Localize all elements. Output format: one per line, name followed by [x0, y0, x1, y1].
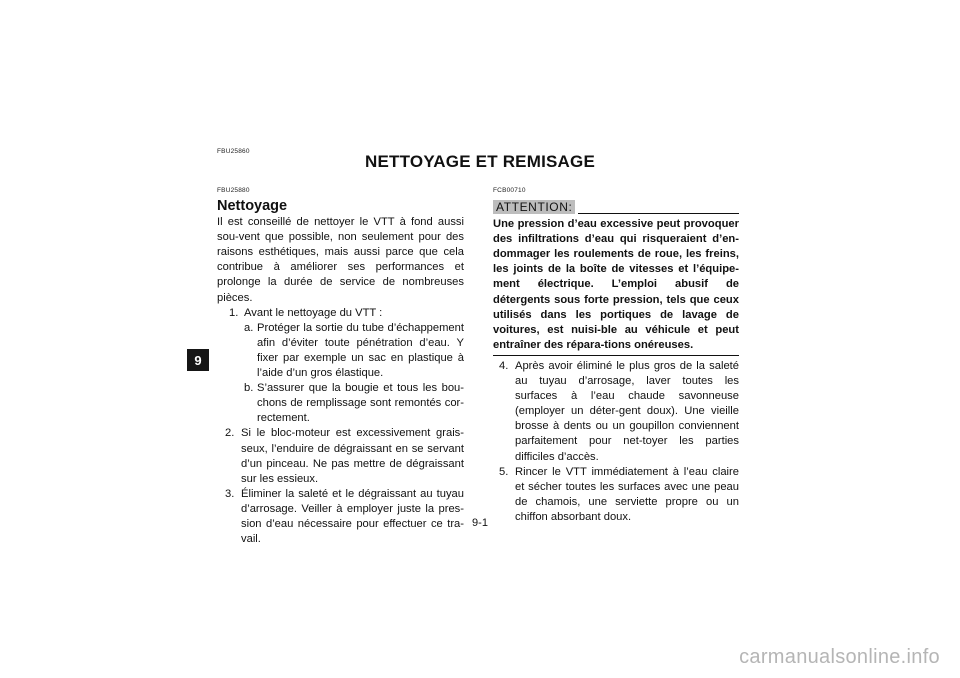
left-column	[217, 183, 464, 547]
attention-label: ATTENTION:	[493, 200, 575, 214]
list-text: Rincer le VTT immédiatement à l’eau claire et sécher toutes les surfaces avec une peau de chamois, une serviette propre ou un chiffon absorbant doux.	[515, 465, 739, 523]
list-number: 1.	[229, 306, 239, 319]
right-column	[493, 183, 739, 525]
list-item	[217, 426, 464, 486]
list-item	[217, 381, 464, 426]
intro-paragraph: Il est conseillé de nettoyer le VTT à fond aussi sou-vent que possible, non seulement pour des raisons esthétiques, mais aussi parce que cela contribue à améliorer ses performances et prolonge la durée de service de nombreuses pièces.	[217, 216, 464, 304]
list-item	[493, 359, 739, 465]
list-text: Si le bloc-moteur est excessivement grais-seux, l’enduire de dégraissant en se servant d’un pinceau. Ne pas mettre de dégraissant sur les essieux.	[241, 427, 464, 485]
list-number: 2.	[225, 427, 235, 440]
section-code: FBU25860	[217, 148, 250, 155]
list-text: Après avoir éliminé le plus gros de la saleté au tuyau d’arrosage, laver toutes les surfaces à l’eau chaude savonneuse (employer un déter-gent doux). Une vieille brosse à dents ou un goupillon conviennent parfaitement pour net-toyer les parties difficiles d’accès.	[515, 359, 739, 463]
list-number: 4.	[499, 359, 509, 372]
list-text: Protéger la sortie du tube d’échappement afin d’éviter toute pénétration d’eau. Y fixer par exemple un sac en plastique à l’aide d’un gros élastique.	[257, 321, 464, 380]
caution-header	[493, 200, 739, 214]
list-number: a.	[244, 321, 254, 334]
page-number: 9-1	[472, 517, 488, 529]
list-number: b.	[244, 382, 254, 395]
page-title: NETTOYAGE ET REMISAGE	[365, 152, 595, 171]
list-item	[217, 306, 464, 321]
subsection-heading: Nettoyage	[217, 198, 288, 215]
list-text: Avant le nettoyage du VTT :	[244, 306, 383, 319]
list-text: Éliminer la saleté et le dégraissant au tuyau d’arrosage. Veiller à employer juste la pres-sion d’eau nécessaire pour effectuer ce tra-vail.	[241, 487, 464, 546]
attention-rule-bottom	[493, 355, 739, 356]
attention-text: Une pression d’eau excessive peut provoquer des infiltrations d’eau qui risqueraient d’en-dommager les roulements de roue, les freins, les joints de la boîte de vitesses et l’équipe-ment électrique. L’emploi abusif de détergents sous forte pression, tels que ceux utilisés dans les portiques de lavage de voitures, est nuisi-ble au véhicule et peut entraîner des répara-tions onéreuses.	[493, 218, 739, 351]
list-item	[217, 321, 464, 381]
attention-rule-top	[578, 213, 739, 214]
list-item	[493, 465, 739, 525]
chapter-tab: 9	[187, 349, 209, 371]
list-text: S’assurer que la bougie et tous les bou-chons de remplissage sont remontés cor-rectement.	[257, 382, 464, 425]
list-number: 5.	[499, 465, 509, 478]
subsection-code: FBU25880	[217, 187, 250, 194]
list-number: 3.	[225, 487, 235, 500]
caution-code: FCB00710	[493, 187, 526, 194]
watermark: carmanualsonline.info	[739, 646, 940, 668]
